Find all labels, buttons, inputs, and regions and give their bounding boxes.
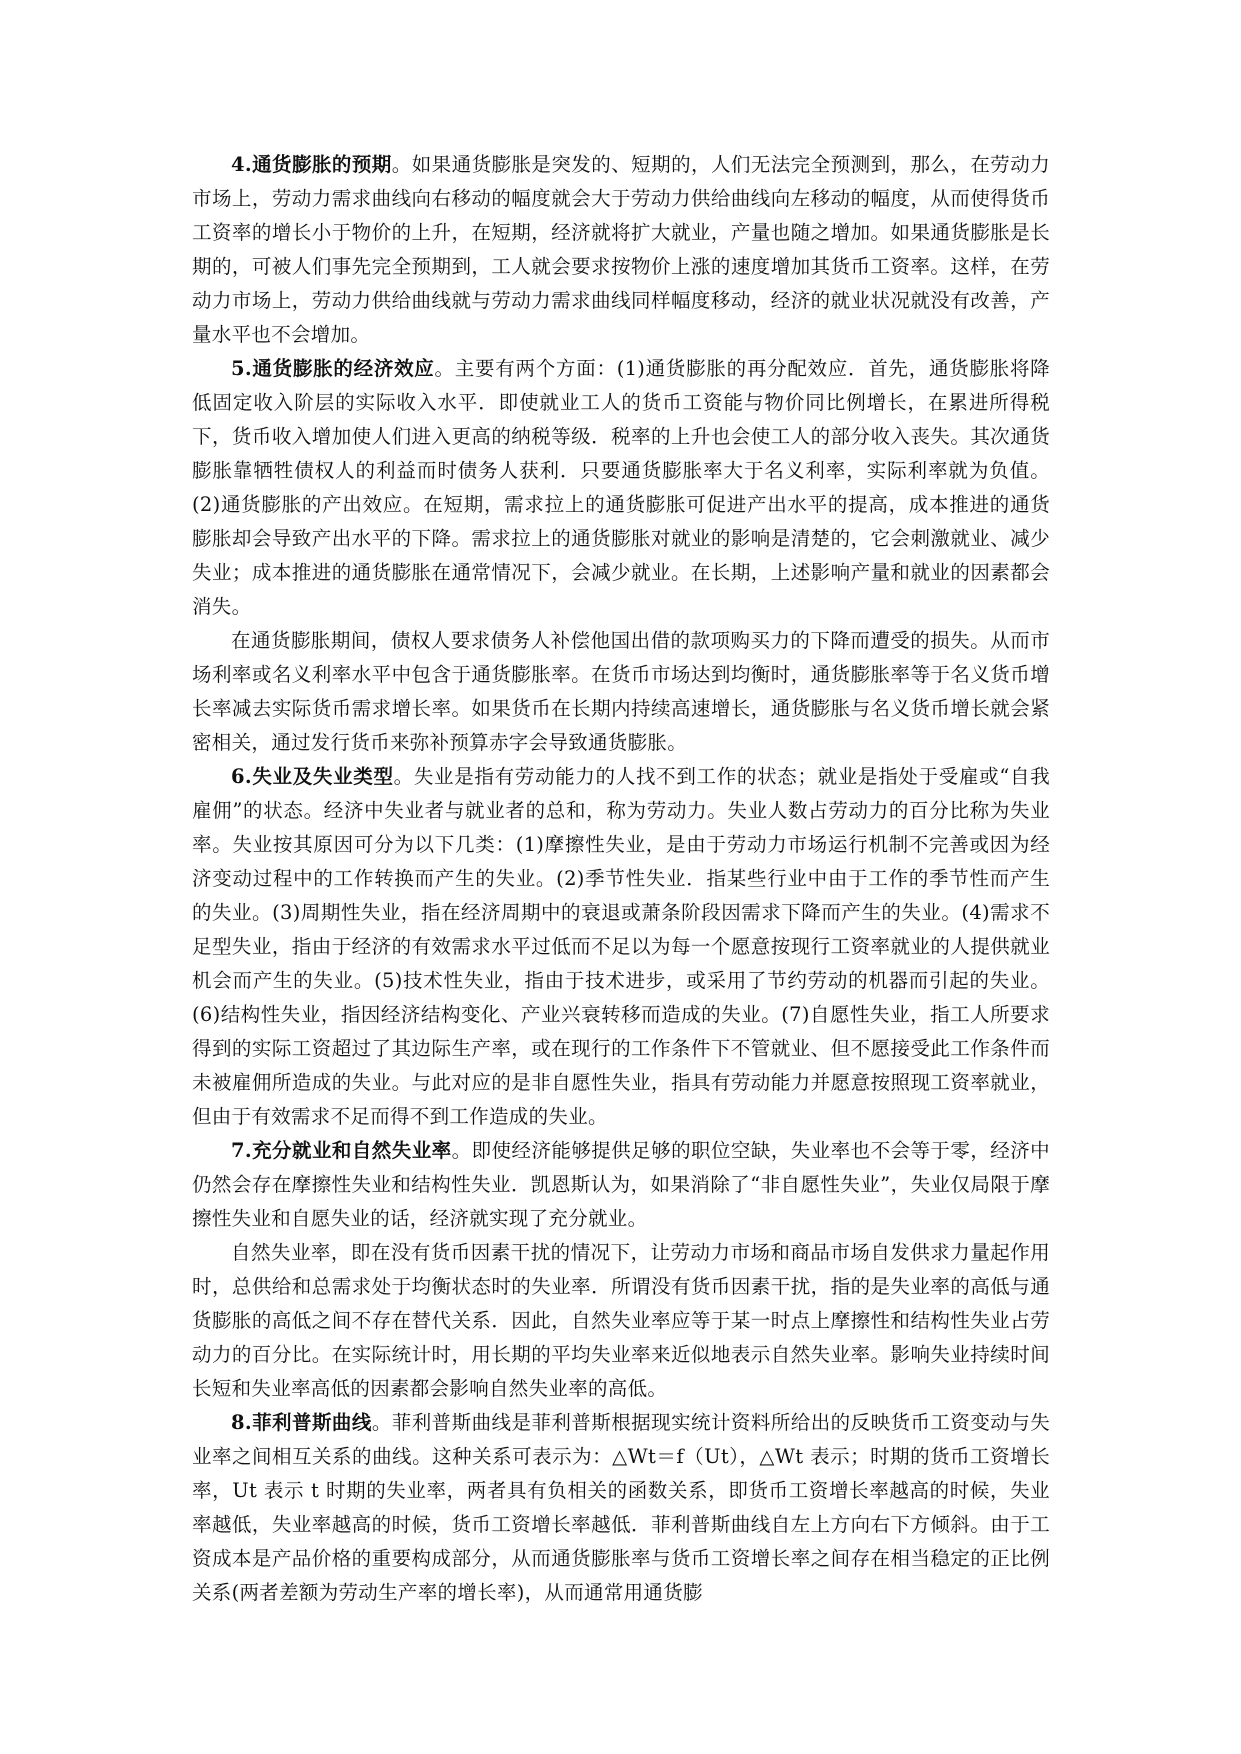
paragraph-body: 在通货膨胀期间，债权人要求债务人补偿他国出借的款项购买力的下降而遭受的损失。从而市场利率或名义利率水平中包含于通货膨胀率。在货币市场达到均衡时，通货膨胀率等于名义货币增长率减去实际货币需求增长率。如果货币在长期内持续高速增长，通货膨胀与名义货币增长就会紧密相关，通过发行货币来弥补预算赤字会导致通货膨胀。	[192, 629, 1050, 754]
paragraph-body: 。主要有两个方面：(1)通货膨胀的再分配效应．首先，通货膨胀将降低固定收入阶层的实际收入水平．即使就业工人的货币工资能与物价同比例增长，在累进所得税下，货币收入增加使人们进入更高的纳税等级．税率的上升也会使工人的部分收入丧失。其次通货膨胀靠牺牲债权人的利益而时债务人获利．只要通货膨胀率大于名义利率，实际利率就为负值。(2)通货膨胀的产出效应。在短期，需求拉上的通货膨胀可促进产出水平的提高，成本推进的通货膨胀却会导致产出水平的下降。需求拉上的通货膨胀对就业的影响是清楚的，它会刺激就业、减少失业；成本推进的通货膨胀在通常情况下，会减少就业。在长期，上述影响产量和就业的因素都会消失。	[192, 357, 1050, 618]
paragraph-heading: 6.失业及失业类型	[231, 765, 394, 788]
paragraph-unemployment-types	[192, 760, 1050, 1134]
paragraph-creditor-compensation	[192, 624, 1050, 760]
paragraph-natural-unemployment-rate	[192, 1236, 1050, 1406]
paragraph-full-employment	[192, 1134, 1050, 1236]
paragraph-inflation-economic-effects	[192, 352, 1050, 624]
document-page	[192, 148, 1050, 1610]
paragraph-heading: 4.通货膨胀的预期	[231, 153, 392, 176]
paragraph-body: 。菲利普斯曲线是菲利普斯根据现实统计资料所给出的反映货币工资变动与失业率之间相互关系的曲线。这种关系可表示为：△Wt＝f（Ut），△Wt 表示；时期的货币工资增长率，Ut 表示 t 时期的失业率，两者具有负相关的函数关系，即货币工资增长率越高的时候，失业率越低，失业率越高的时候，货币工资增长率越低．菲利普斯曲线自左上方向右下方倾斜。由于工资成本是产品价格的重要构成部分，从而通货膨胀率与货币工资增长率之间存在相当稳定的正比例关系(两者差额为劳动生产率的增长率)，从而通常用通货膨	[192, 1411, 1050, 1604]
paragraph-body: 。失业是指有劳动能力的人找不到工作的状态；就业是指处于受雇或“自我雇佣”的状态。经济中失业者与就业者的总和，称为劳动力。失业人数占劳动力的百分比称为失业率。失业按其原因可分为以下几类：(1)摩擦性失业，是由于劳动力市场运行机制不完善或因为经济变动过程中的工作转换而产生的失业。(2)季节性失业．指某些行业中由于工作的季节性而产生的失业。(3)周期性失业，指在经济周期中的衰退或萧条阶段因需求下降而产生的失业。(4)需求不足型失业，指由于经济的有效需求水平过低而不足以为每一个愿意按现行工资率就业的人提供就业机会而产生的失业。(5)技术性失业，指由于技术进步，或采用了节约劳动的机器而引起的失业。(6)结构性失业，指因经济结构变化、产业兴衰转移而造成的失业。(7)自愿性失业，指工人所要求得到的实际工资超过了其边际生产率，或在现行的工作条件下不管就业、但不愿接受此工作条件而未被雇佣所造成的失业。与此对应的是非自愿性失业，指具有劳动能力并愿意按照现工资率就业，但由于有效需求不足而得不到工作造成的失业。	[192, 765, 1050, 1128]
paragraph-heading: 7.充分就业和自然失业率	[231, 1139, 452, 1162]
paragraph-heading: 8.菲利普斯曲线	[231, 1411, 372, 1434]
paragraph-body: 。如果通货膨胀是突发的、短期的，人们无法完全预测到，那么，在劳动力市场上，劳动力需求曲线向右移动的幅度就会大于劳动力供给曲线向左移动的幅度，从而使得货币工资率的增长小于物价的上升，在短期，经济就将扩大就业，产量也随之增加。如果通货膨胀是长期的，可被人们事先完全预期到，工人就会要求按物价上涨的速度增加其货币工资率。这样，在劳动力市场上，劳动力供给曲线就与劳动力需求曲线同样幅度移动，经济的就业状况就没有改善，产量水平也不会增加。	[192, 153, 1050, 346]
paragraph-body: 。即使经济能够提供足够的职位空缺，失业率也不会等于零，经济中仍然会存在摩擦性失业和结构性失业．凯恩斯认为，如果消除了“非自愿性失业”，失业仅局限于摩擦性失业和自愿失业的话，经济就实现了充分就业。	[192, 1139, 1050, 1230]
paragraph-phillips-curve	[192, 1406, 1050, 1610]
paragraph-body: 自然失业率，即在没有货币因素干扰的情况下，让劳动力市场和商品市场自发供求力量起作用时，总供给和总需求处于均衡状态时的失业率．所谓没有货币因素干扰，指的是失业率的高低与通货膨胀的高低之间不存在替代关系．因此，自然失业率应等于某一时点上摩擦性和结构性失业占劳动力的百分比。在实际统计时，用长期的平均失业率来近似地表示自然失业率。影响失业持续时间长短和失业率高低的因素都会影响自然失业率的高低。	[192, 1241, 1050, 1400]
paragraph-inflation-expectation	[192, 148, 1050, 352]
paragraph-heading: 5.通货膨胀的经济效应	[231, 357, 435, 380]
